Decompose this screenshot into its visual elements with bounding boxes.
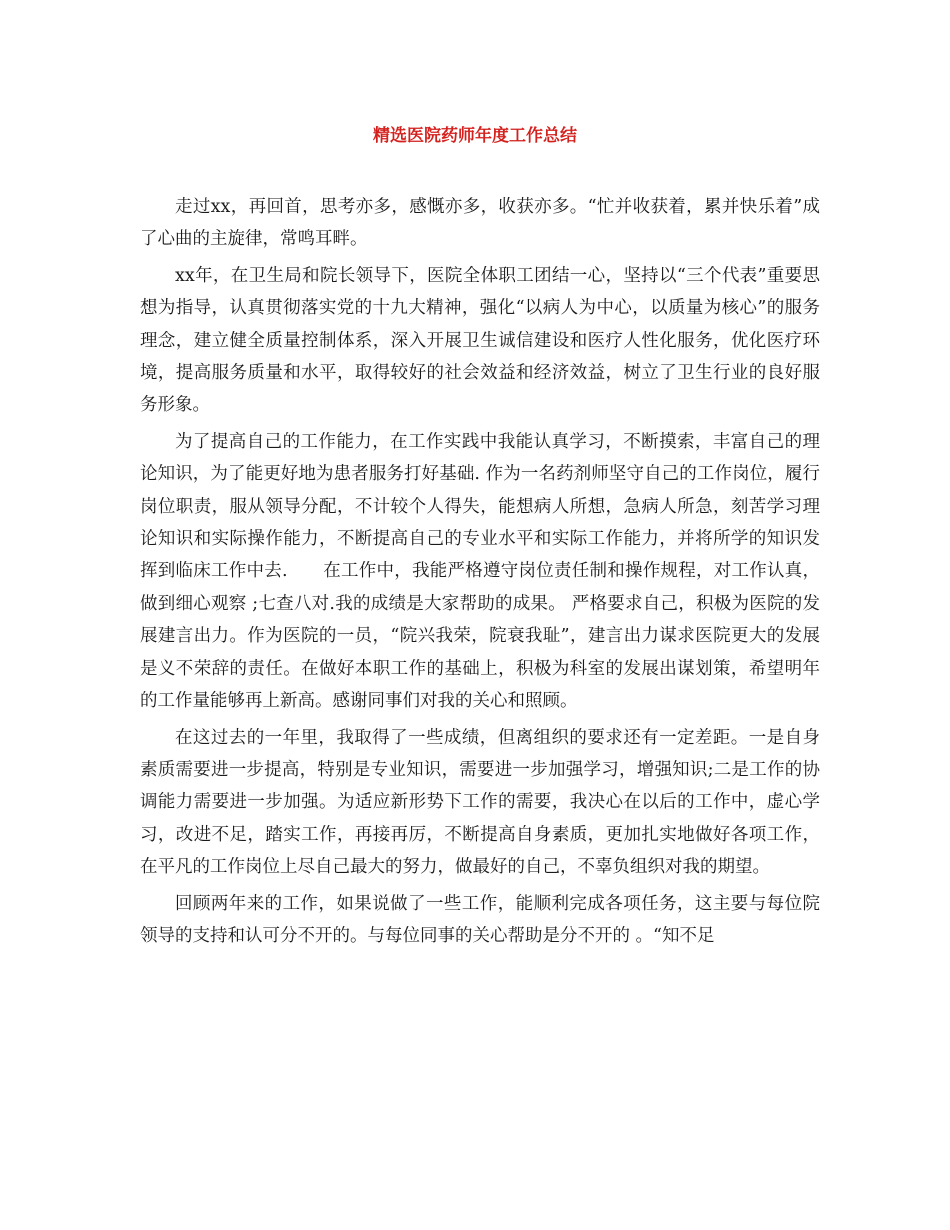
paragraph-4: 在这过去的一年里，我取得了一些成绩，但离组织的要求还有一定差距。一是自身素质需要进一步提高，特别是专业知识，需要进一步加强学习，增强知识;二是工作的协调能力需要进一步加强。为适应新形势下工作的需要，我决心在以后的工作中，虚心学习，改进不足，踏实工作，再接再厉，不断提高自身素质，更加扎实地做好各项工作，在平凡的工作岗位上尽自己最大的努力，做最好的自己，不辜负组织对我的期望。: [140, 727, 820, 878]
paragraph-1: 走过xx，再回首，思考亦多，感慨亦多，收获亦多。“忙并收获着，累并快乐着”成了心曲的主旋律，常鸣耳畔。: [140, 197, 820, 250]
document-title: 精选医院药师年度工作总结: [373, 126, 577, 146]
paragraph-5: 回顾两年来的工作，如果说做了一些工作，能顺利完成各项任务，这主要与每位院领导的支持和认可分不开的。与每位同事的关心帮助是分不开的 。“知不足: [140, 893, 820, 946]
paragraph-3: 为了提高自己的工作能力，在工作实践中我能认真学习，不断摸索，丰富自己的理论知识，为了能更好地为患者服务打好基础. 作为一名药剂师坚守自己的工作岗位，履行岗位职责，服从领导分配，不计较个人得失，能想病人所想，急病人所急，刻苦学习理论知识和实际操作能力，不断提高自己的专业水平和实际工作能力，并将所学的知识发挥到临床工作中去. 在工作中，我能严格遵守岗位责任制和操作规程，对工作认真，做到细心观察 ;七查八对.我的成绩是大家帮助的成果。 严格要求自己，积极为医院的发展建言出力。作为医院的一员，“院兴我荣，院衰我耻”，建言出力谋求医院更大的发展是义不荣辞的责任。在做好本职工作的基础上，积极为科室的发展出谋划策，希望明年的工作量能够再上新高。感谢同事们对我的关心和照顾。: [140, 431, 820, 712]
document-body: [140, 191, 820, 956]
paragraph-2: xx年，在卫生局和院长领导下，医院全体职工团结一心，坚持以“三个代表”重要思想为指导，认真贯彻落实党的十九大精神，强化“以病人为中心，以质量为核心”的服务理念，建立健全质量控制体系，深入开展卫生诚信建设和医疗人性化服务，优化医疗环境，提高服务质量和水平，取得较好的社会效益和经济效益，树立了卫生行业的良好服务形象。: [140, 265, 820, 416]
